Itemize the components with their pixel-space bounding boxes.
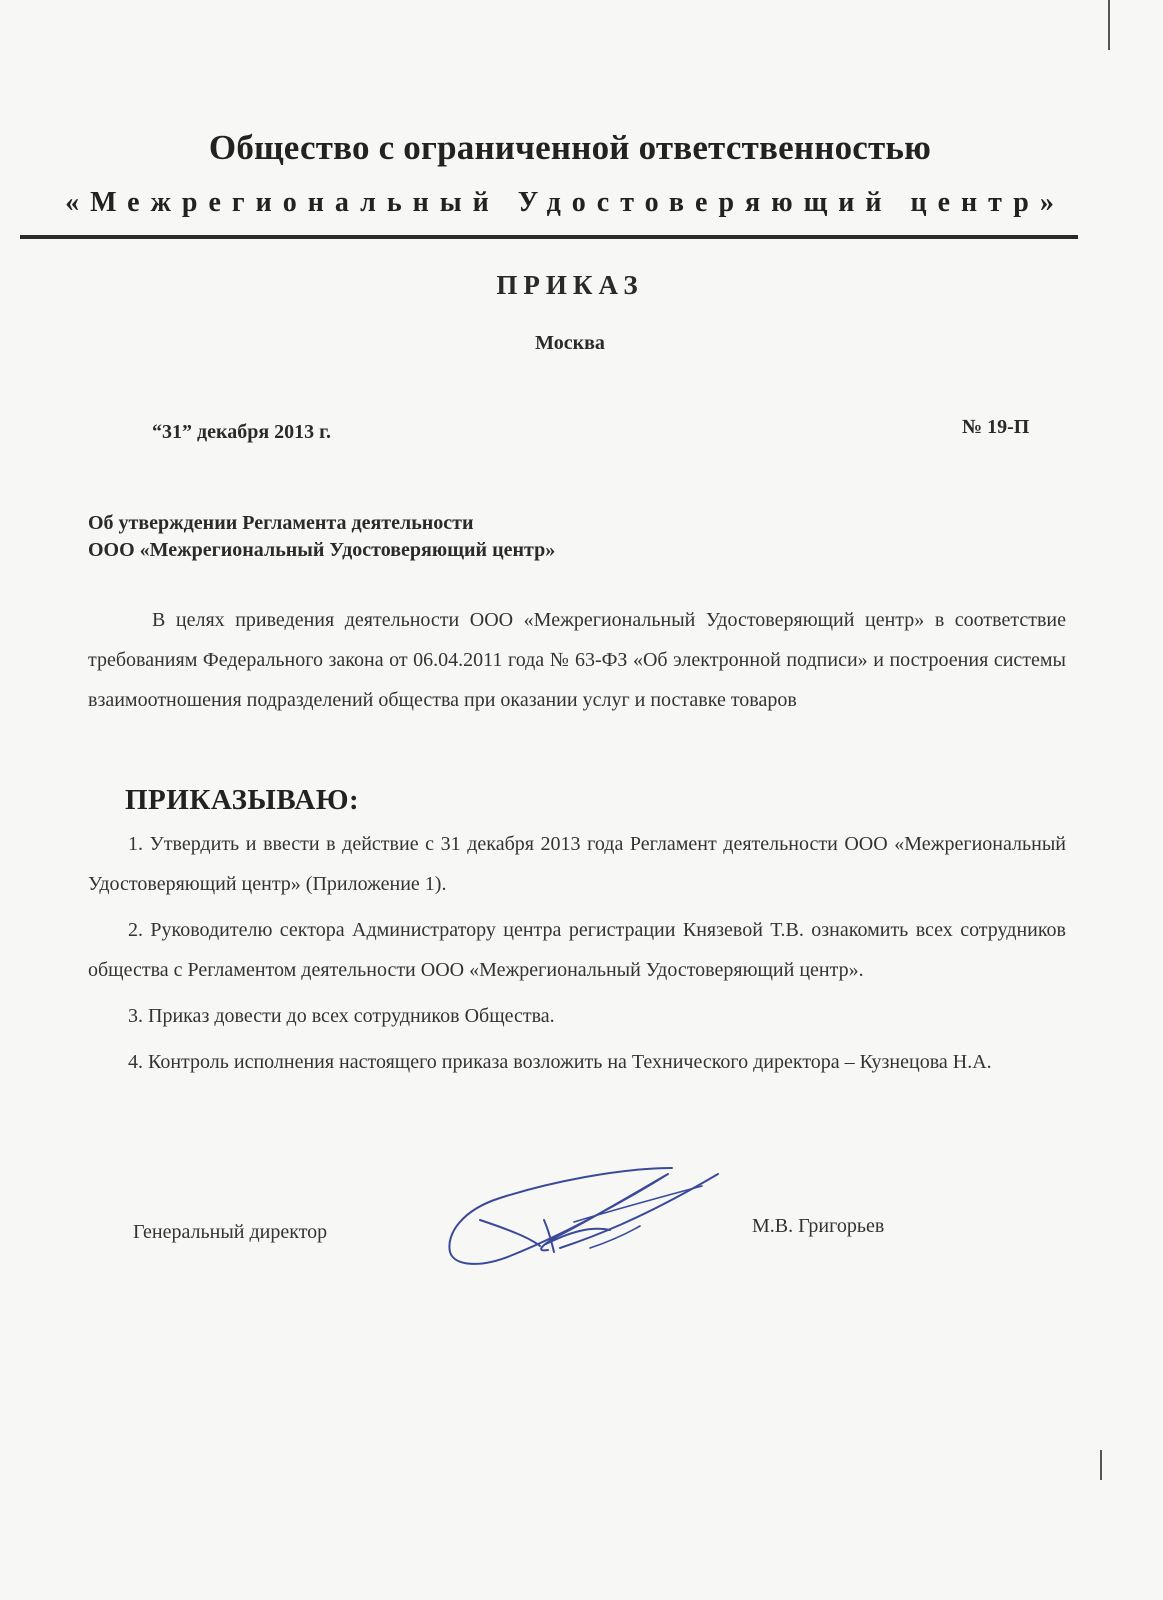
subject-line-1: Об утверждении Регламента деятельности	[88, 512, 474, 534]
document-subject	[88, 510, 555, 564]
handwritten-signature	[440, 1160, 730, 1275]
document-city: Москва	[535, 332, 605, 354]
order-heading: ПРИКАЗЫВАЮ:	[125, 784, 360, 816]
document-number: № 19-П	[962, 416, 1030, 438]
document-type: ПРИКАЗ	[496, 270, 644, 300]
scan-edge-mark	[1100, 1450, 1102, 1480]
signatory-role: Генеральный директор	[133, 1221, 328, 1243]
order-items-list	[88, 824, 1066, 1088]
subject-line-2: ООО «Межрегиональный Удостоверяющий центр»	[88, 539, 556, 561]
organization-title: Общество с ограниченной ответственностью	[208, 128, 932, 167]
header-divider	[20, 235, 1078, 239]
order-item: 3. Приказ довести до всех сотрудников Общества.	[128, 1005, 555, 1027]
document-date: “31” декабря 2013 г.	[152, 421, 331, 443]
preamble-paragraph: В целях приведения деятельности ООО «Межрегиональный Удостоверяющий центр» в соответствие требованиям Федерального закона от 06.04.2011 года № 63-ФЗ «Об электронной подписи» и построения системы взаимоотношения подразделений общества при оказании услуг и поставке товаров	[88, 609, 1066, 711]
signatory-name: М.В. Григорьев	[752, 1215, 885, 1237]
order-item: 1. Утвердить и ввести в действие с 31 декабря 2013 года Регламент деятельности ООО «Межрегиональный Удостоверяющий центр» (Приложение 1).	[88, 833, 1066, 895]
order-item: 4. Контроль исполнения настоящего приказа возложить на Технического директора – Кузнецова Н.А.	[128, 1051, 992, 1073]
scan-edge-mark	[1108, 0, 1110, 50]
order-item: 2. Руководителю сектора Администратору центра регистрации Князевой Т.В. ознакомить всех сотрудников общества с Регламентом деятельности ООО «Межрегиональный Удостоверяющий центр».	[88, 919, 1066, 981]
center-name: «Межрегиональный Удостоверяющий центр»	[65, 187, 1065, 218]
